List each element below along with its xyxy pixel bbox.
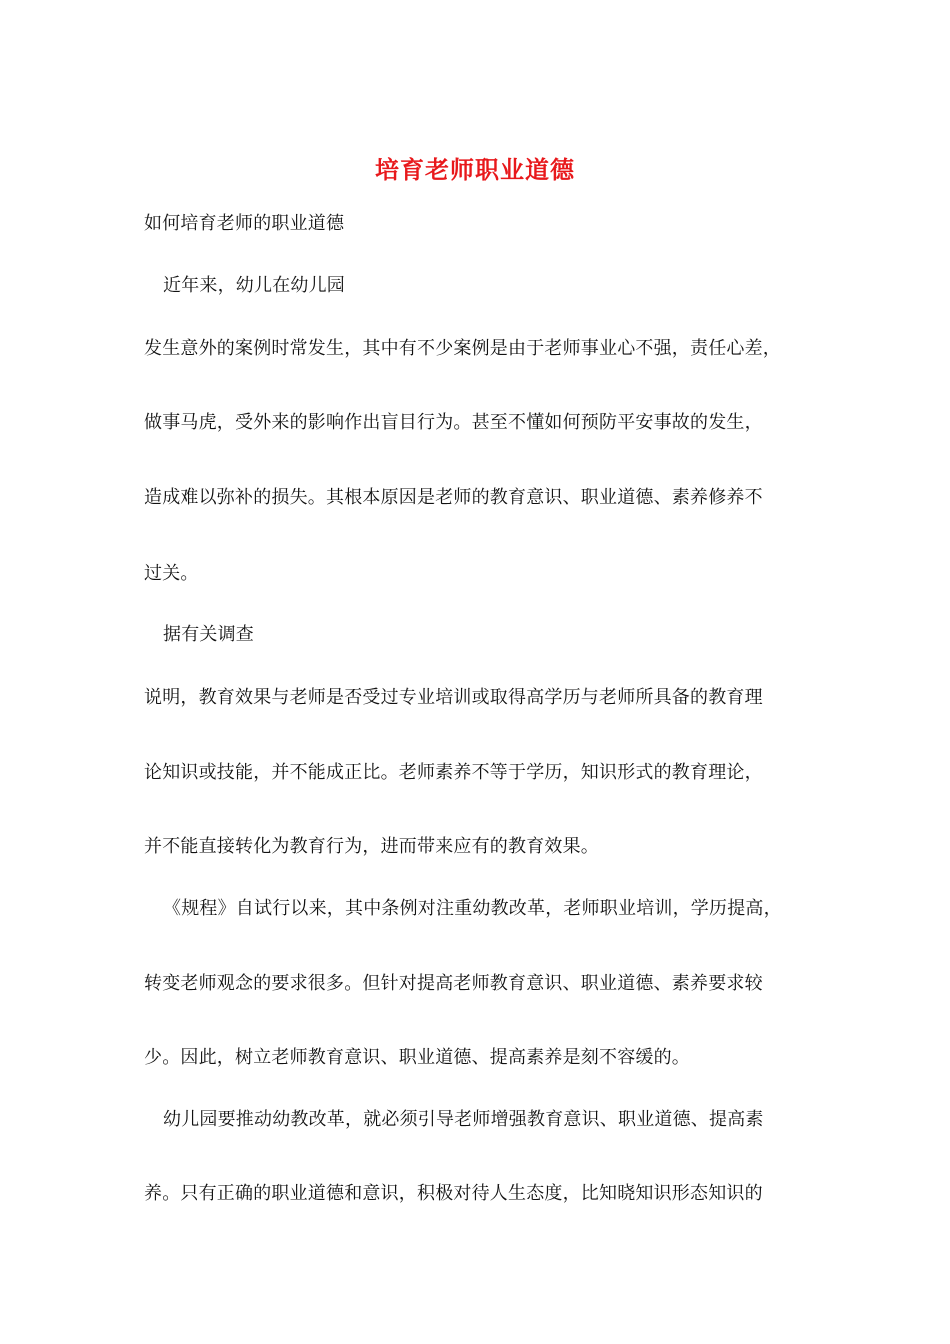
body-line: 养。只有正确的职业道德和意识，积极对待人生态度，比知晓知识形态知识的 — [144, 1183, 763, 1204]
document-title: 培育老师职业道德 — [375, 155, 575, 184]
body-line: 发生意外的案例时常发生，其中有不少案例是由于老师事业心不强，责任心差， — [144, 338, 781, 359]
body-line: 幼儿园要推动幼教改革，就必须引导老师增强教育意识、职业道德、提高素 — [163, 1109, 764, 1130]
body-line: 论知识或技能，并不能成正比。老师素养不等于学历，知识形式的教育理论， — [144, 762, 763, 783]
body-line: 如何培育老师的职业道德 — [144, 213, 345, 234]
body-line: 近年来，幼儿在幼儿园 — [163, 275, 345, 296]
body-line: 过关。 — [144, 563, 199, 584]
body-line: 说明，教育效果与老师是否受过专业培训或取得高学历与老师所具备的教育理 — [144, 687, 763, 708]
body-line: 《规程》自试行以来，其中条例对注重幼教改革，老师职业培训，学历提高， — [163, 898, 782, 919]
body-line: 做事马虎，受外来的影响作出盲目行为。甚至不懂如何预防平安事故的发生， — [144, 412, 763, 433]
body-line: 据有关调查 — [163, 624, 254, 645]
body-line: 转变老师观念的要求很多。但针对提高老师教育意识、职业道德、素养要求较 — [144, 973, 763, 994]
body-line: 少。因此，树立老师教育意识、职业道德、提高素养是刻不容缓的。 — [144, 1047, 690, 1068]
body-line: 并不能直接转化为教育行为，进而带来应有的教育效果。 — [144, 836, 599, 857]
body-line: 造成难以弥补的损失。其根本原因是老师的教育意识、职业道德、素养修养不 — [144, 487, 763, 508]
